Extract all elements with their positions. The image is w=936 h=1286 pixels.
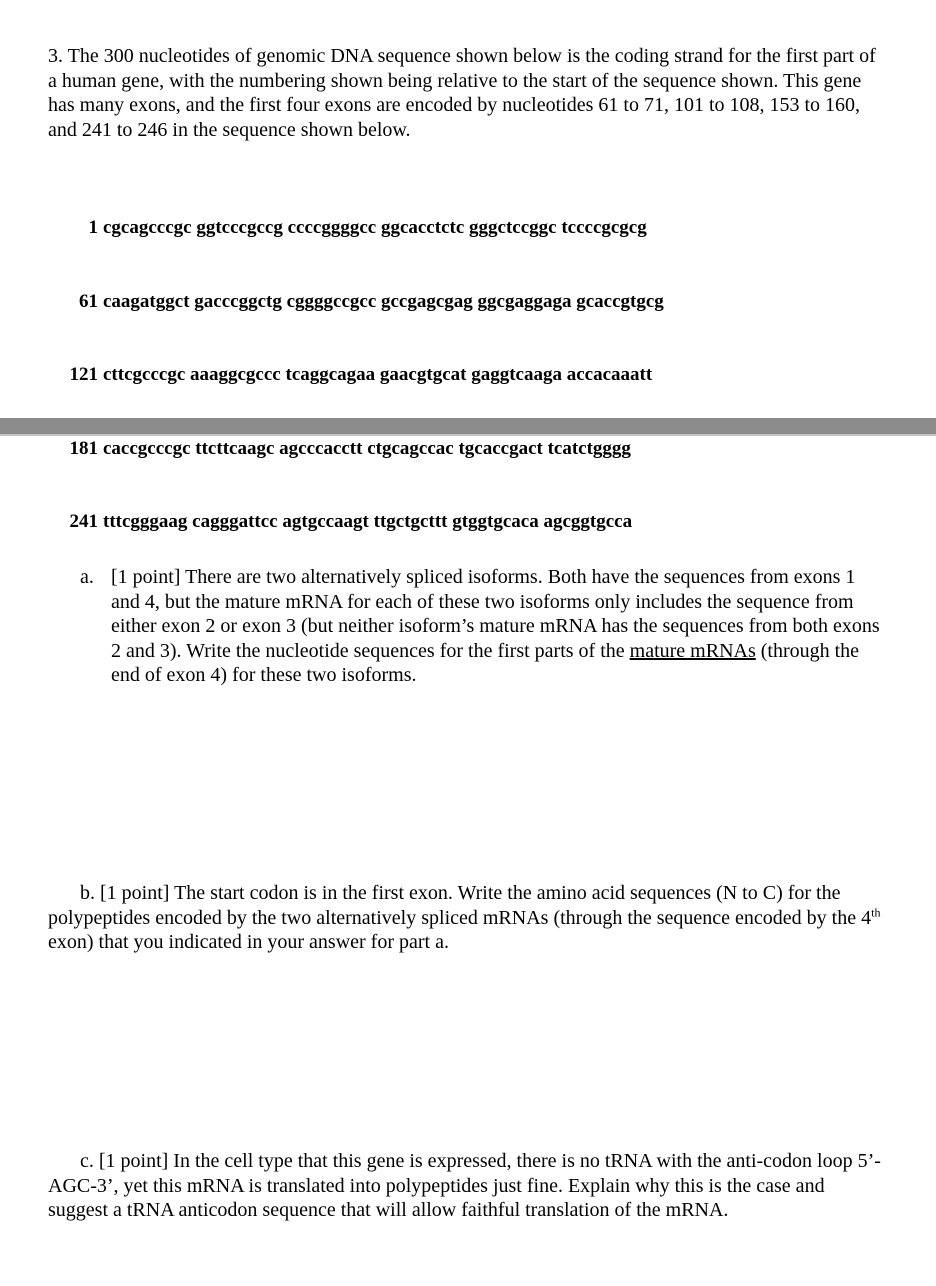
- question-b-text-end: exon) that you indicated in your answer for part a.: [48, 931, 449, 953]
- question-c: [48, 1149, 888, 1223]
- sequence-line: [50, 216, 664, 241]
- intro-text: 3. The 300 nucleotides of genomic DNA sequence shown below is the coding strand for the first part of a human gene, with the numbering shown being relative to the start of the sequence shown. This gene has many exons, and the first four exons are encoded by nucleotides 61 to 71, 101 to 108, 153 to 160, and 241 to 246 in the sequence shown below.: [48, 45, 876, 141]
- sequence-position-number: 181: [69, 437, 98, 459]
- sequence-line: [50, 363, 664, 388]
- question-a-text: [111, 565, 880, 688]
- sequence-text: tttcgggaag cagggattcc agtgccaagt ttgctgcttt gtggtgcaca agcggtgcca: [103, 511, 633, 532]
- question-a-marker: a.: [80, 566, 94, 588]
- sequence-text: caagatggct gacccggctg cggggccgcc gccgagcgag ggcgaggaga gcaccgtgcg: [103, 290, 664, 312]
- question-a-text-start: [1 point] There are two alternatively spliced isoforms. Both have the sequences from exons 1 and 4, but the mature mRNA for each of these two isoforms only includes the sequence from either exon 2 or exon 3 (but neither isoform’s mature mRNA has the sequences from both exons 2 and 3). Write the nucleotide sequences for the first parts of the: [111, 566, 880, 662]
- page-divider: [0, 418, 936, 436]
- sequence-position-number: 241: [69, 511, 98, 532]
- sequence-position-number: 61: [79, 290, 98, 312]
- question-3-intro: [48, 44, 888, 142]
- sequence-position-number: 1: [88, 217, 98, 238]
- sequence-text: cgcagcccgc ggtcccgccg ccccggggcc ggcacctctc gggctccggc tccccgcgcg: [103, 217, 647, 238]
- ordinal-superscript: th: [871, 904, 881, 919]
- mature-mrnas-underlined: mature mRNAs: [629, 639, 756, 662]
- sequence-line: [50, 510, 664, 535]
- question-a-text-end: (through the end of exon 4) for these two isoforms.: [111, 639, 860, 686]
- question-b: [48, 881, 888, 955]
- question-a: [80, 565, 880, 688]
- question-c-text: c. [1 point] In the cell type that this gene is expressed, there is no tRNA with the anti-codon loop 5’-AGC-3’, yet this mRNA is translated into polypeptides just fine. Explain why this is the case and suggest a tRNA anticodon sequence that will allow faithful translation of the mRNA.: [48, 1150, 881, 1221]
- dna-sequence-block: [50, 167, 664, 559]
- sequence-line: [50, 290, 664, 315]
- sequence-line: [50, 437, 664, 462]
- sequence-position-number: 121: [69, 364, 98, 385]
- sequence-text: caccgcccgc ttcttcaagc agcccacctt ctgcagccac tgcaccgact tcatctgggg: [103, 437, 631, 459]
- sequence-text: cttcgcccgc aaaggcgccc tcaggcagaa gaacgtgcat gaggtcaaga accacaaatt: [103, 364, 653, 385]
- question-b-text-start: b. [1 point] The start codon is in the first exon. Write the amino acid sequences (N to C) for the polypeptides encoded by the two alternatively spliced mRNAs (through the sequence encoded by the 4: [48, 882, 872, 929]
